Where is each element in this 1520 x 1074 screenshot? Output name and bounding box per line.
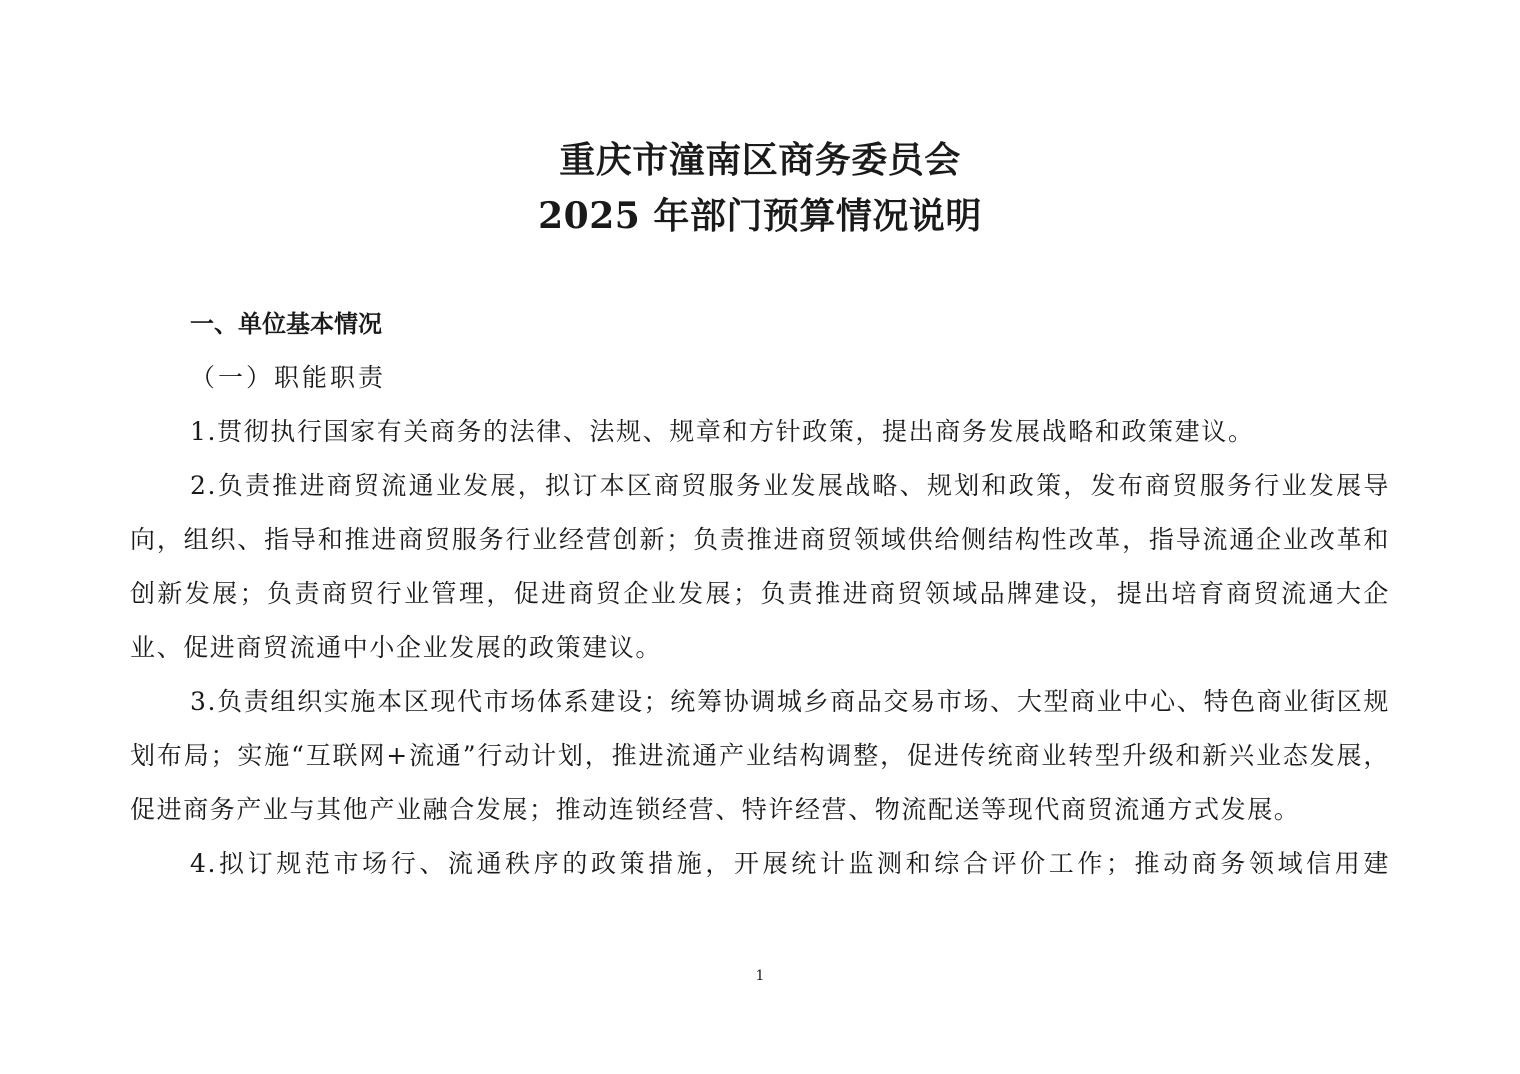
- title-line-1: 重庆市潼南区商务委员会: [559, 139, 961, 181]
- paragraph-4: 4.拟订规范市场行、流通秩序的政策措施，开展统计监测和综合评价工作；推动商务领域信用建: [190, 849, 1390, 878]
- title-line-2: 2025 年部门预算情况说明: [538, 195, 982, 237]
- paragraph-2: 2.负责推进商贸流通业发展，拟订本区商贸服务业发展战略、规划和政策，发布商贸服务行业发展导向，组织、指导和推进商贸服务行业经营创新；负责推进商贸领域供给侧结构性改革，指导流通企业改革和创新发展；负责商贸行业管理，促进商贸企业发展；负责推进商贸领域品牌建设，提出培育商贸流通大企业、促进商贸流通中小企业发展的政策建议。: [130, 471, 1390, 662]
- paragraph-1: 1.贯彻执行国家有关商务的法律、法规、规章和方针政策，提出商务发展战略和政策建议。: [190, 417, 1255, 446]
- page-number: 1: [755, 968, 765, 984]
- document-title: [0, 132, 1520, 244]
- document-body: [130, 297, 1390, 891]
- subsection-heading-duties: （一）职能职责: [190, 363, 387, 392]
- section-heading-unit-basic-info: 一、单位基本情况: [190, 310, 382, 338]
- paragraph-3: 3.负责组织实施本区现代市场体系建设；统筹协调城乡商品交易市场、大型商业中心、特色商业街区规划布局；实施“互联网+流通”行动计划，推进流通产业结构调整，促进传统商业转型升级和新兴业态发展，促进商务产业与其他产业融合发展；推动连锁经营、特许经营、物流配送等现代商贸流通方式发展。: [130, 687, 1390, 824]
